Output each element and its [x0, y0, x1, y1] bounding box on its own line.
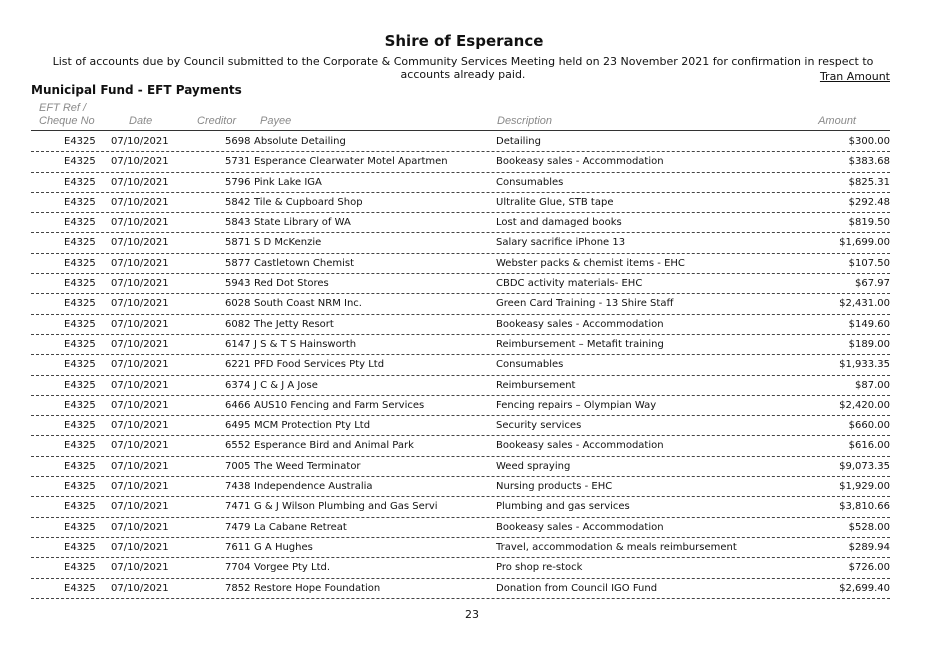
cell-amount: $3,810.66 [839, 501, 890, 513]
cell-amount: $1,929.00 [839, 481, 890, 493]
table-row [31, 132, 890, 152]
table-row [31, 315, 890, 335]
cell-eft-ref: E4325 [64, 379, 96, 391]
table-header [31, 102, 890, 131]
table-row [31, 376, 890, 396]
table-row [31, 518, 890, 538]
cell-date: 07/10/2021 [111, 541, 169, 553]
cell-payee: S D McKenzie [254, 237, 322, 249]
cell-amount: $9,073.35 [839, 460, 890, 472]
cell-description: Donation from Council IGO Fund [496, 582, 658, 594]
cell-description: Nursing products - EHC [496, 481, 613, 493]
cell-eft-ref: E4325 [64, 257, 96, 269]
cell-creditor: 7852 [225, 582, 251, 594]
table-row [31, 213, 890, 233]
cell-amount: $67.97 [855, 278, 890, 290]
cell-amount: $660.00 [848, 420, 890, 432]
cell-payee: PFD Food Services Pty Ltd [254, 359, 385, 371]
table-row [31, 254, 890, 274]
cell-creditor: 5796 [225, 176, 251, 188]
cell-amount: $149.60 [848, 318, 890, 330]
cell-description: Weed spraying [496, 460, 571, 472]
cell-payee: South Coast NRM Inc. [254, 298, 362, 310]
cell-amount: $189.00 [848, 338, 890, 350]
cell-eft-ref: E4325 [64, 501, 96, 513]
col-header-creditor: Creditor [197, 115, 237, 127]
cell-date: 07/10/2021 [111, 481, 169, 493]
cell-creditor: 5877 [225, 257, 251, 269]
page-number: 23 [465, 608, 479, 621]
cell-payee: AUS10 Fencing and Farm Services [254, 399, 425, 411]
cell-amount: $87.00 [855, 379, 890, 391]
table-row [31, 173, 890, 193]
cell-date: 07/10/2021 [111, 298, 169, 310]
cell-payee: The Jetty Resort [254, 318, 334, 330]
cell-eft-ref: E4325 [64, 176, 96, 188]
cell-amount: $528.00 [848, 521, 890, 533]
table-row [31, 193, 890, 213]
cell-date: 07/10/2021 [111, 582, 169, 594]
cell-payee: Pink Lake IGA [254, 176, 322, 188]
col-header-amount: Amount [818, 115, 856, 127]
col-header-description: Description [497, 115, 553, 127]
cell-payee: J C & J A Jose [254, 379, 318, 391]
cell-description: Salary sacrifice iPhone 13 [496, 237, 626, 249]
cell-eft-ref: E4325 [64, 338, 96, 350]
table-row [31, 538, 890, 558]
cell-eft-ref: E4325 [64, 399, 96, 411]
cell-creditor: 6374 [225, 379, 251, 391]
cell-description: Ultralite Glue, STB tape [496, 196, 614, 208]
section-title: Municipal Fund - EFT Payments [31, 83, 242, 97]
cell-eft-ref: E4325 [64, 278, 96, 290]
cell-creditor: 6552 [225, 440, 251, 452]
payments-table [31, 132, 890, 599]
cell-date: 07/10/2021 [111, 460, 169, 472]
cell-date: 07/10/2021 [111, 257, 169, 269]
cell-payee: MCM Protection Pty Ltd [254, 420, 371, 432]
cell-description: Security services [496, 420, 582, 432]
cell-date: 07/10/2021 [111, 521, 169, 533]
cell-creditor: 5943 [225, 278, 251, 290]
tran-amount-label: Tran Amount [819, 70, 890, 83]
cell-date: 07/10/2021 [111, 217, 169, 229]
cell-date: 07/10/2021 [111, 318, 169, 330]
cell-date: 07/10/2021 [111, 338, 169, 350]
cell-description: Bookeasy sales - Accommodation [496, 521, 664, 533]
cell-amount: $819.50 [848, 217, 890, 229]
page-title: Shire of Esperance [384, 32, 544, 50]
cell-eft-ref: E4325 [64, 562, 96, 574]
cell-eft-ref: E4325 [64, 217, 96, 229]
table-row [31, 396, 890, 416]
cell-payee: Esperance Bird and Animal Park [254, 440, 414, 452]
cell-creditor: 7704 [225, 562, 251, 574]
cell-amount: $2,699.40 [839, 582, 890, 594]
cell-description: Detailing [496, 136, 541, 147]
col-header-date: Date [129, 115, 153, 127]
table-row [31, 416, 890, 436]
cell-description: Fencing repairs – Olympian Way [496, 399, 657, 411]
cell-creditor: 7611 [225, 541, 251, 553]
cell-date: 07/10/2021 [111, 237, 169, 249]
cell-description: Bookeasy sales - Accommodation [496, 318, 664, 330]
cell-eft-ref: E4325 [64, 196, 96, 208]
cell-eft-ref: E4325 [64, 541, 96, 553]
col-header-eft-ref: EFT Ref / Cheque No [39, 102, 95, 127]
cell-date: 07/10/2021 [111, 562, 169, 574]
cell-date: 07/10/2021 [111, 399, 169, 411]
table-row [31, 294, 890, 314]
cell-eft-ref: E4325 [64, 481, 96, 493]
cell-payee: Tile & Cupboard Shop [254, 196, 363, 208]
cell-eft-ref: E4325 [64, 237, 96, 249]
cell-amount: $1,699.00 [839, 237, 890, 249]
cell-payee: Absolute Detailing [254, 136, 346, 147]
cell-payee: Vorgee Pty Ltd. [254, 562, 331, 574]
cell-payee: The Weed Terminator [254, 460, 361, 472]
table-row [31, 436, 890, 456]
cell-eft-ref: E4325 [64, 359, 96, 371]
cell-creditor: 5871 [225, 237, 251, 249]
cell-payee: Castletown Chemist [254, 257, 355, 269]
cell-eft-ref: E4325 [64, 318, 96, 330]
table-row [31, 497, 890, 517]
cell-creditor: 6221 [225, 359, 251, 371]
cell-date: 07/10/2021 [111, 359, 169, 371]
cell-creditor: 7479 [225, 521, 251, 533]
cell-description: Travel, accommodation & meals reimbursement [496, 541, 737, 553]
cell-creditor: 7438 [225, 481, 251, 493]
table-row [31, 152, 890, 172]
cell-description: CBDC activity materials- EHC [496, 278, 643, 290]
cell-payee: G & J Wilson Plumbing and Gas Servi [254, 501, 438, 513]
cell-creditor: 5842 [225, 196, 251, 208]
cell-eft-ref: E4325 [64, 460, 96, 472]
cell-description: Consumables [496, 176, 564, 188]
cell-creditor: 6495 [225, 420, 251, 432]
cell-amount: $2,431.00 [839, 298, 890, 310]
cell-date: 07/10/2021 [111, 501, 169, 513]
cell-description: Consumables [496, 359, 564, 371]
cell-creditor: 6082 [225, 318, 251, 330]
table-row [31, 558, 890, 578]
cell-creditor: 6147 [225, 338, 251, 350]
cell-description: Bookeasy sales - Accommodation [496, 440, 664, 452]
cell-description: Reimbursement – Metafit training [496, 338, 664, 350]
cell-eft-ref: E4325 [64, 440, 96, 452]
cell-description: Pro shop re-stock [496, 562, 583, 574]
cell-description: Lost and damaged books [496, 217, 622, 229]
cell-amount: $726.00 [848, 562, 890, 574]
table-row [31, 335, 890, 355]
cell-payee: Independence Australia [254, 481, 373, 493]
table-row [31, 274, 890, 294]
cell-eft-ref: E4325 [64, 521, 96, 533]
cell-amount: $292.48 [848, 196, 890, 208]
cell-amount: $300.00 [848, 136, 890, 147]
cell-date: 07/10/2021 [111, 176, 169, 188]
cell-creditor: 6466 [225, 399, 251, 411]
table-row [31, 477, 890, 497]
cell-payee: State Library of WA [254, 217, 351, 229]
table-row [31, 355, 890, 375]
cell-description: Bookeasy sales - Accommodation [496, 156, 664, 168]
cell-eft-ref: E4325 [64, 156, 96, 168]
cell-payee: J S & T S Hainsworth [254, 338, 357, 350]
cell-creditor: 5731 [225, 156, 251, 168]
cell-payee: Restore Hope Foundation [254, 582, 381, 594]
cell-description: Webster packs & chemist items - EHC [496, 257, 685, 269]
cell-creditor: 7005 [225, 460, 251, 472]
cell-creditor: 5698 [225, 136, 251, 147]
table-row [31, 457, 890, 477]
cell-payee: G A Hughes [254, 541, 313, 553]
cell-description: Green Card Training - 13 Shire Staff [496, 298, 674, 310]
cell-date: 07/10/2021 [111, 136, 169, 147]
cell-payee: Esperance Clearwater Motel Apartmen [254, 156, 448, 168]
cell-amount: $616.00 [848, 440, 890, 452]
cell-date: 07/10/2021 [111, 278, 169, 290]
cell-creditor: 5843 [225, 217, 251, 229]
cell-eft-ref: E4325 [64, 582, 96, 594]
cell-eft-ref: E4325 [64, 420, 96, 432]
cell-date: 07/10/2021 [111, 420, 169, 432]
cell-payee: La Cabane Retreat [254, 521, 347, 533]
cell-date: 07/10/2021 [111, 440, 169, 452]
cell-amount: $289.94 [848, 541, 890, 553]
cell-description: Reimbursement [496, 379, 576, 391]
cell-date: 07/10/2021 [111, 379, 169, 391]
table-row [31, 579, 890, 599]
cell-eft-ref: E4325 [64, 298, 96, 310]
table-row [31, 233, 890, 253]
cell-date: 07/10/2021 [111, 156, 169, 168]
cell-description: Plumbing and gas services [496, 501, 630, 513]
report-subtitle: List of accounts due by Council submitted to the Corporate & Community Services Meeting held on 23 November 2021 for confirmation in respect to accounts already paid. [52, 55, 874, 81]
col-header-payee: Payee [260, 115, 292, 127]
cell-amount: $1,933.35 [839, 359, 890, 371]
cell-payee: Red Dot Stores [254, 278, 329, 290]
cell-amount: $107.50 [848, 257, 890, 269]
cell-eft-ref: E4325 [64, 136, 96, 147]
cell-amount: $383.68 [848, 156, 890, 168]
cell-amount: $2,420.00 [839, 399, 890, 411]
cell-creditor: 7471 [225, 501, 251, 513]
cell-amount: $825.31 [848, 176, 890, 188]
cell-date: 07/10/2021 [111, 196, 169, 208]
cell-creditor: 6028 [225, 298, 251, 310]
